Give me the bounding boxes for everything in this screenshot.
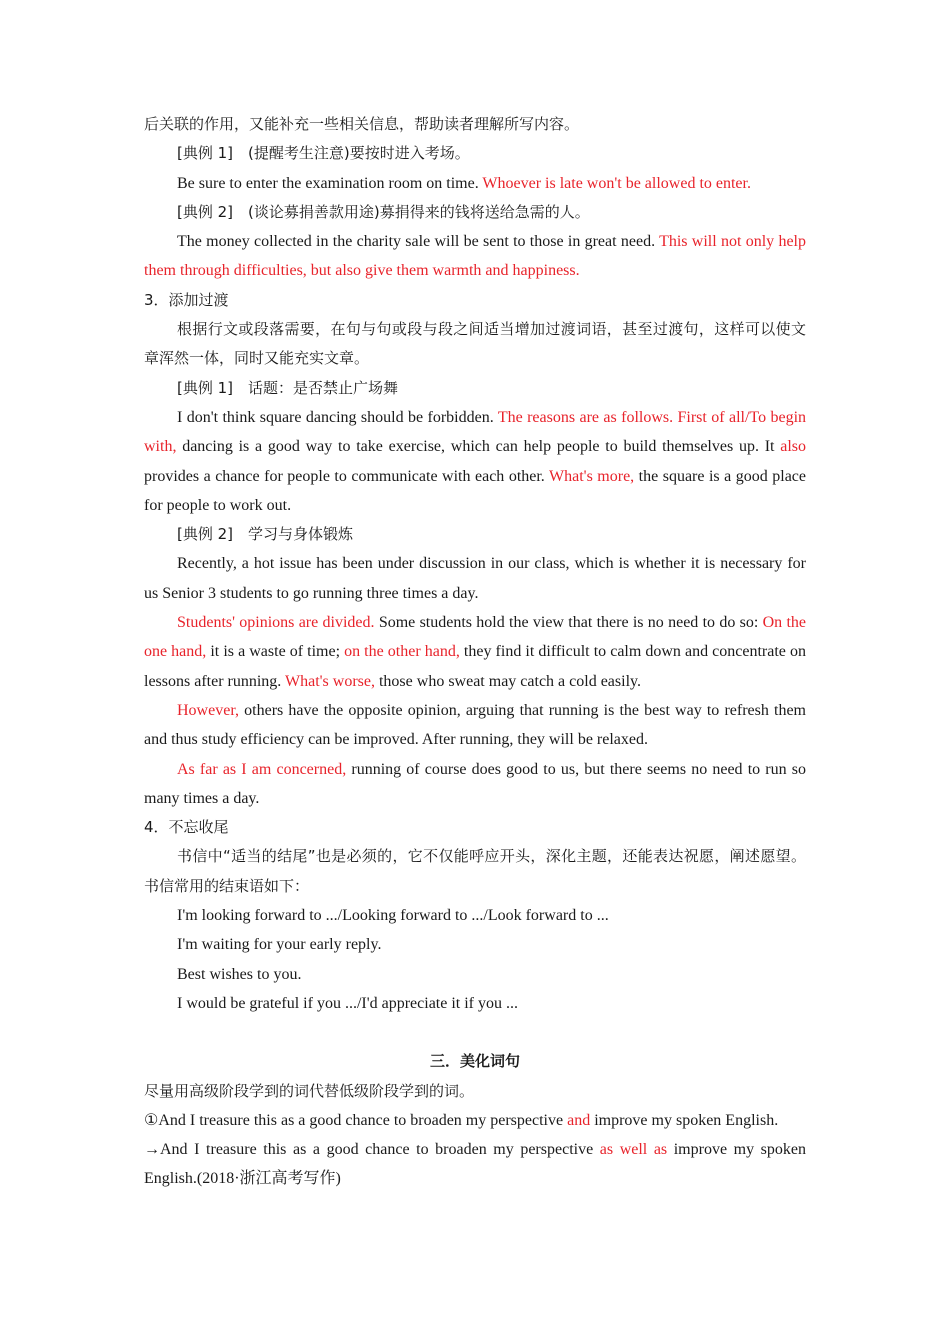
highlight-run: What's worse, — [285, 672, 375, 690]
text-run: they find it difficult to calm down and concentrate on lessons after running. — [144, 643, 806, 690]
highlight-run: on the other hand, — [344, 643, 460, 661]
highlight-run: However, — [177, 701, 239, 719]
transition-example-1-label: [典例 1] 话题：是否禁止广场舞 — [177, 378, 399, 397]
part-3-description: 尽量用高级阶段学到的词代替低级阶段学到的词。 — [144, 1081, 475, 1100]
text-run: provides a chance for people to communicate with each other. — [144, 467, 550, 485]
section-4-description: 书信中“适当的结尾”也是必须的，它不仅能呼应开头，深化主题，还能表达祝愿，阐述愿望。书信常用的结束语如下： — [144, 847, 806, 895]
highlight-run: What's more, — [549, 467, 635, 485]
text-run: improve my spoken English.(2018·浙江高考写作) — [144, 1141, 807, 1188]
example-1-label: [典例 1] (提醒考生注意)要按时进入考场。 — [177, 144, 470, 163]
demo-sentence-1 — [144, 1106, 806, 1135]
text-run: improve my spoken English. — [590, 1111, 779, 1129]
intro-tail: 后关联的作用，又能补充一些相关信息，帮助读者理解所写内容。 — [144, 115, 580, 133]
demo-sentence-2 — [144, 1135, 806, 1194]
example-2-plain: The money collected in the charity sale will be sent to those in great need. — [177, 233, 660, 251]
transition-example-2-para-1: Recently, a hot issue has been under discussion in our class, which is whether it is necessary for us Senior 3 students to go running three times a day. — [144, 555, 806, 602]
example-1-plain: Be sure to enter the examination room on time. — [177, 174, 483, 192]
text-run: the square is a good place for people to work out. — [144, 467, 807, 514]
transition-example-2-label: [典例 2] 学习与身体锻炼 — [177, 525, 354, 544]
example-1-highlight: Whoever is late won't be allowed to enter. — [482, 174, 751, 192]
closing-phrase: I would be grateful if you .../I'd appreciate it if you ... — [177, 994, 518, 1012]
highlight-run: The reasons are as follows. First of all/To begin with, — [144, 408, 807, 456]
example-2-label: [典例 2] (谈论募捐善款用途)募捐得来的钱将送给急需的人。 — [177, 202, 590, 221]
text-run: →And I treasure this as a good chance to broaden my perspective — [144, 1141, 600, 1159]
part-3-title: 三．美化词句 — [429, 1052, 520, 1071]
text-run: those who sweat may catch a cold easily. — [374, 672, 641, 690]
text-run: I don't think square dancing should be forbidden. — [177, 408, 498, 426]
closing-phrase: Best wishes to you. — [177, 965, 302, 983]
section-3-description: 根据行文或段落需要，在句与句或段与段之间适当增加过渡词语，甚至过渡句，这样可以使文章浑然一体，同时又能充实文章。 — [144, 320, 806, 368]
highlight-run: as well as — [599, 1141, 668, 1159]
transition-example-2-para-3 — [144, 696, 806, 755]
text-run: others have the opposite opinion, arguing that running is the best way to refresh them and thus study efficiency can be improved. After running, they will be relaxed. — [144, 701, 806, 749]
closing-phrase: I'm looking forward to .../Looking forward to .../Look forward to ... — [177, 907, 609, 925]
document-page — [144, 110, 806, 1194]
highlight-run: As far as I am concerned, — [177, 760, 347, 778]
text-run: Some students hold the view that there is no need to do so: — [374, 614, 763, 632]
text-run: dancing is a good way to take exercise, which can help people to build themselves up. It — [176, 438, 781, 456]
highlight-run: On the one hand, — [144, 614, 807, 661]
highlight-run: and — [567, 1111, 591, 1129]
section-4-title: 4．不忘收尾 — [144, 818, 229, 837]
closing-phrase: I'm waiting for your early reply. — [177, 936, 382, 954]
section-3-title: 3．添加过渡 — [144, 290, 229, 309]
transition-example-2-para-2 — [144, 608, 806, 696]
example-1-text — [144, 169, 806, 198]
highlight-run: also — [780, 438, 806, 456]
text-run: running of course does good to us, but there seems no need to run so many times a day. — [144, 760, 806, 807]
transition-example-1-text — [144, 403, 806, 520]
highlight-run: Students' opinions are divided. — [177, 614, 375, 632]
transition-example-2-para-4 — [144, 755, 806, 814]
text-run: it is a waste of time; — [206, 643, 345, 661]
text-run: ①And I treasure this as a good chance to broaden my perspective — [144, 1111, 568, 1129]
example-2-text — [144, 227, 806, 286]
example-2-highlight: This will not only help them through difficulties, but also give them warmth and happiness. — [144, 233, 806, 280]
